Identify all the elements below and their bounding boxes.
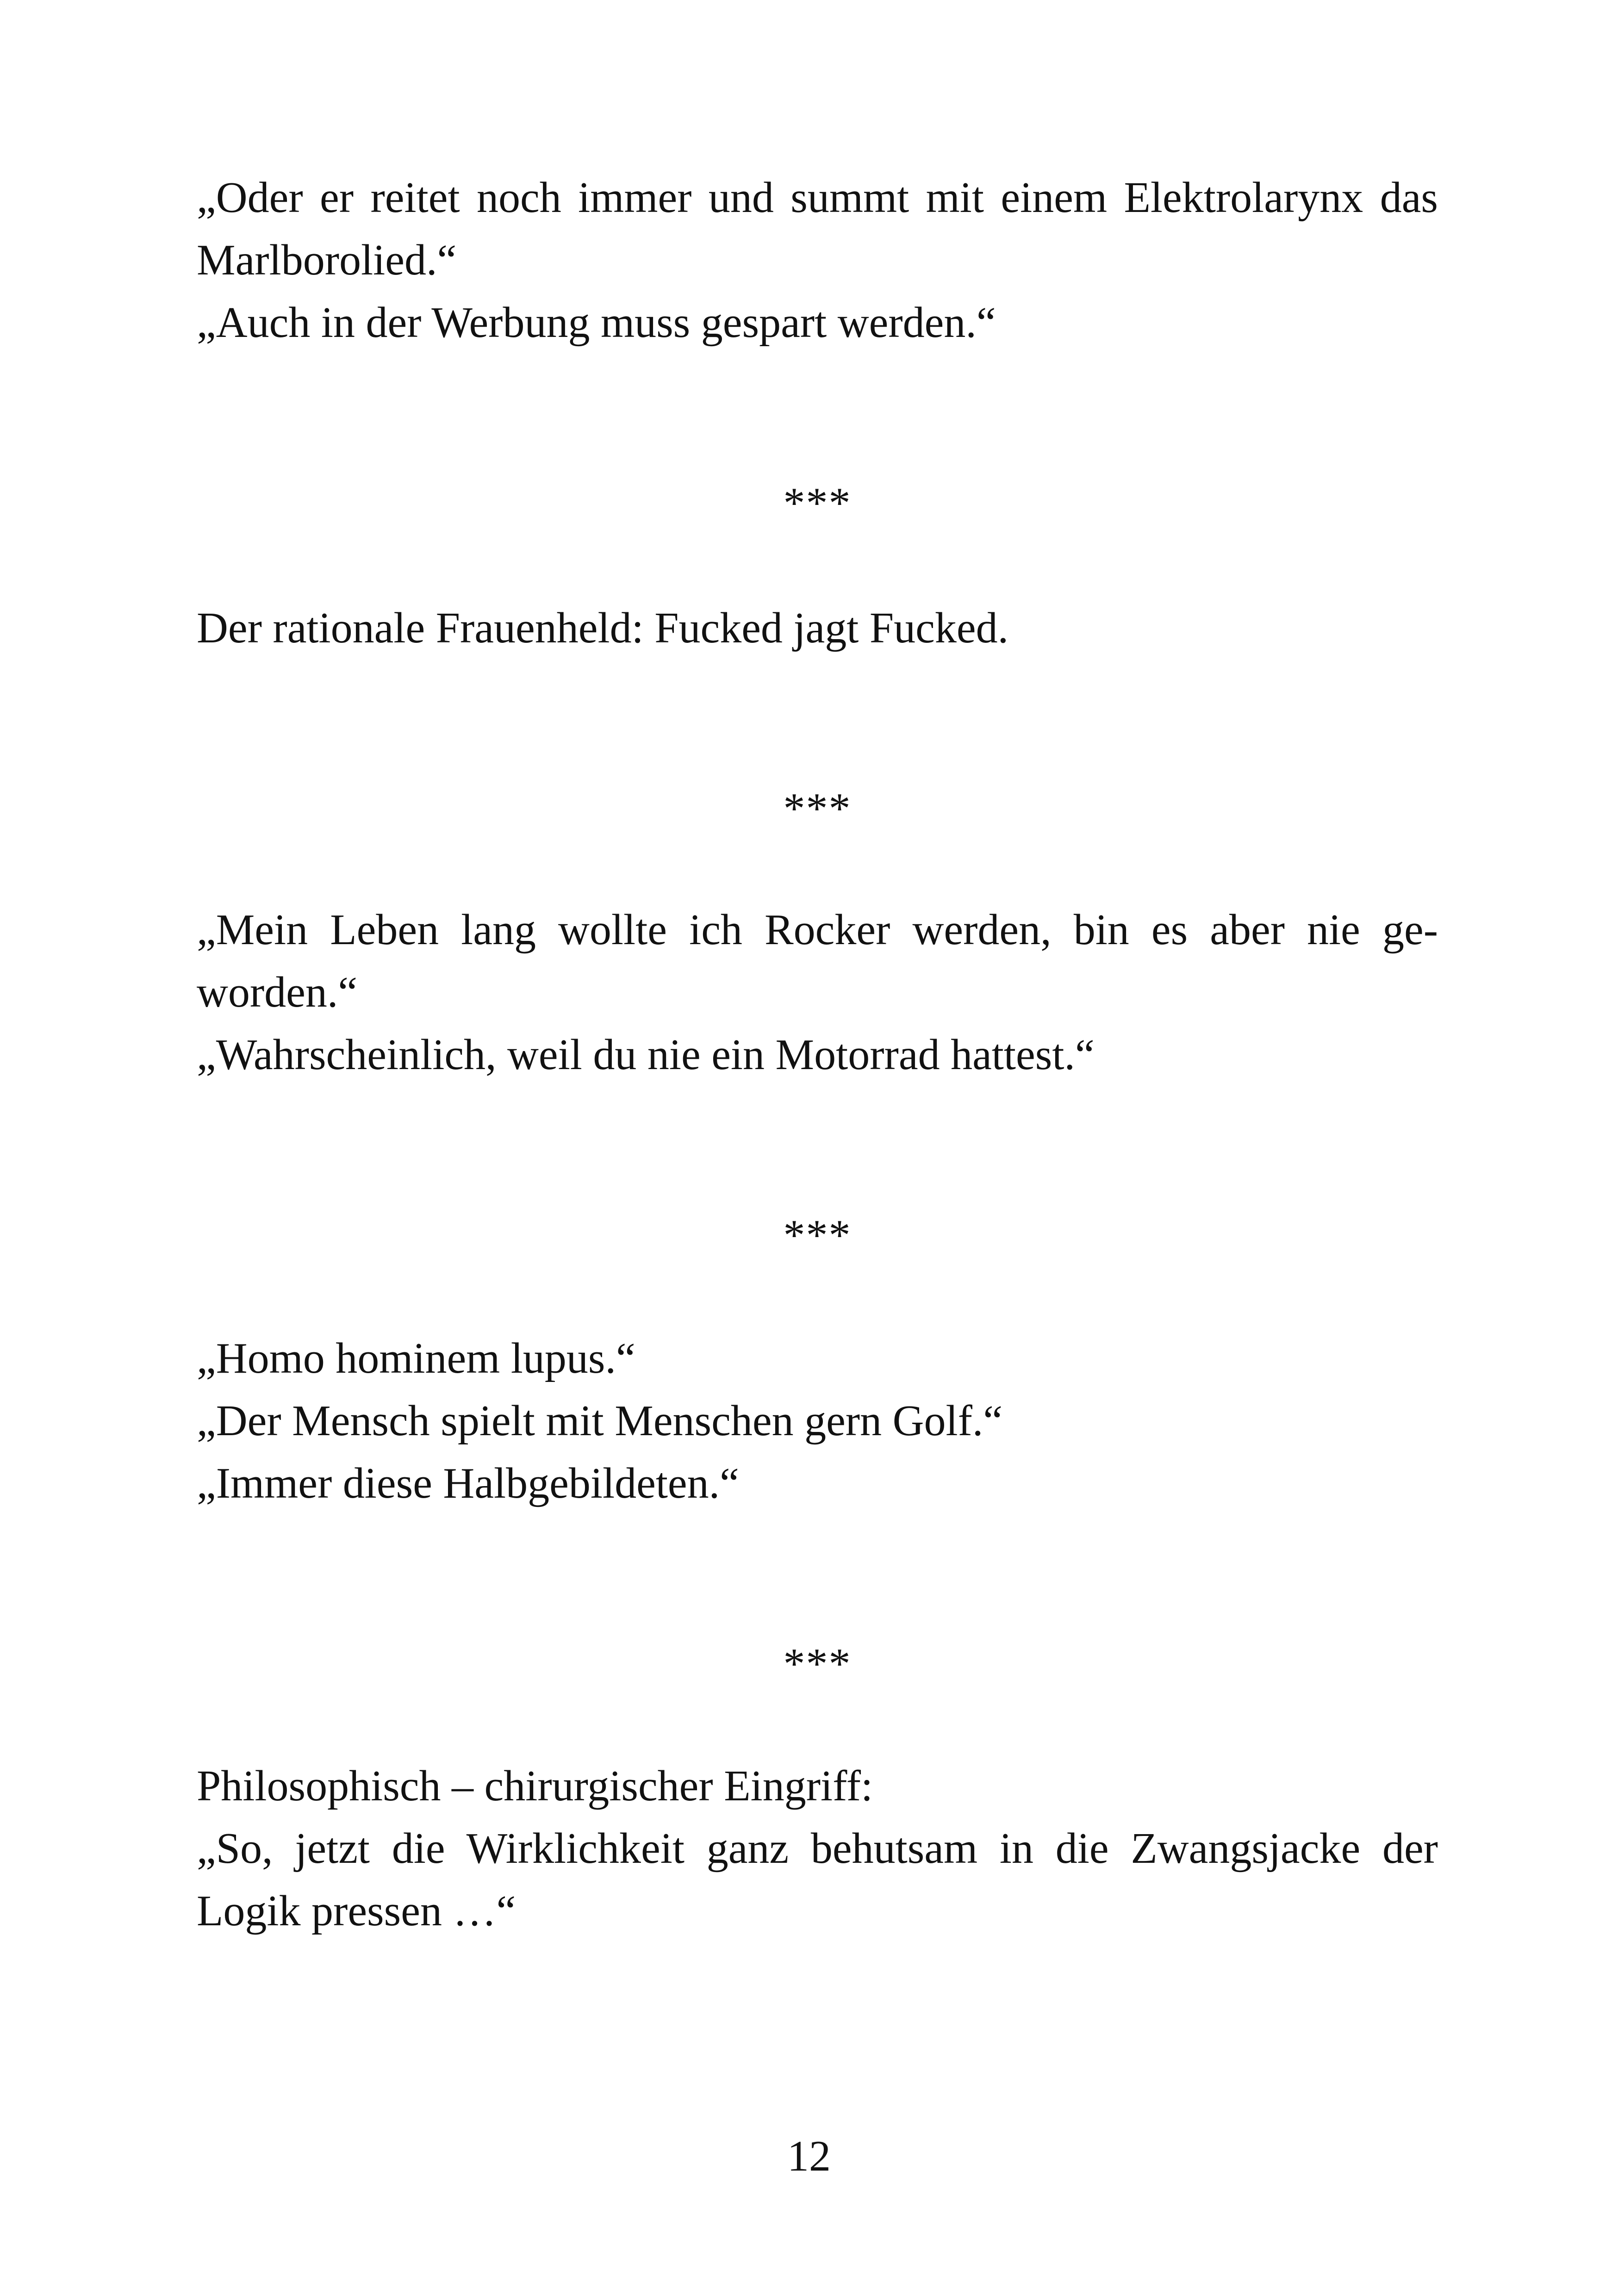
text-line: Logik pressen …“ bbox=[197, 1887, 516, 1935]
text-line: „Homo hominem lupus.“ bbox=[197, 1334, 635, 1382]
text-line: Marlborolied.“ bbox=[197, 236, 457, 284]
section-separator: *** bbox=[783, 784, 852, 833]
text-line: Philosophisch – chirurgischer Eingriff: bbox=[197, 1762, 873, 1810]
page-number: 12 bbox=[787, 2132, 831, 2180]
text-line: „Immer diese Halbgebildeten.“ bbox=[197, 1459, 739, 1507]
section-separator: *** bbox=[783, 1211, 852, 1259]
text-line: „Wahrscheinlich, weil du nie ein Motorrad hattest.“ bbox=[197, 1031, 1095, 1079]
text-line: Der rationale Frauenheld: Fucked jagt Fucked. bbox=[197, 604, 1009, 652]
text-line: „Oder er reitet noch immer und summt mit einem Elektrolarynx das bbox=[197, 174, 1438, 222]
text-line: „So, jetzt die Wirklichkeit ganz behutsam in die Zwangsjacke der bbox=[197, 1824, 1438, 1873]
section-separator: *** bbox=[783, 479, 852, 527]
text-line: worden.“ bbox=[197, 968, 358, 1016]
text-line: „Auch in der Werbung muss gespart werden.“ bbox=[197, 299, 996, 347]
text-line: „Der Mensch spielt mit Menschen gern Golf.“ bbox=[197, 1397, 1003, 1445]
text-line: „Mein Leben lang wollte ich Rocker werden, bin es aber nie ge- bbox=[197, 906, 1438, 954]
section-separator: *** bbox=[783, 1640, 852, 1688]
